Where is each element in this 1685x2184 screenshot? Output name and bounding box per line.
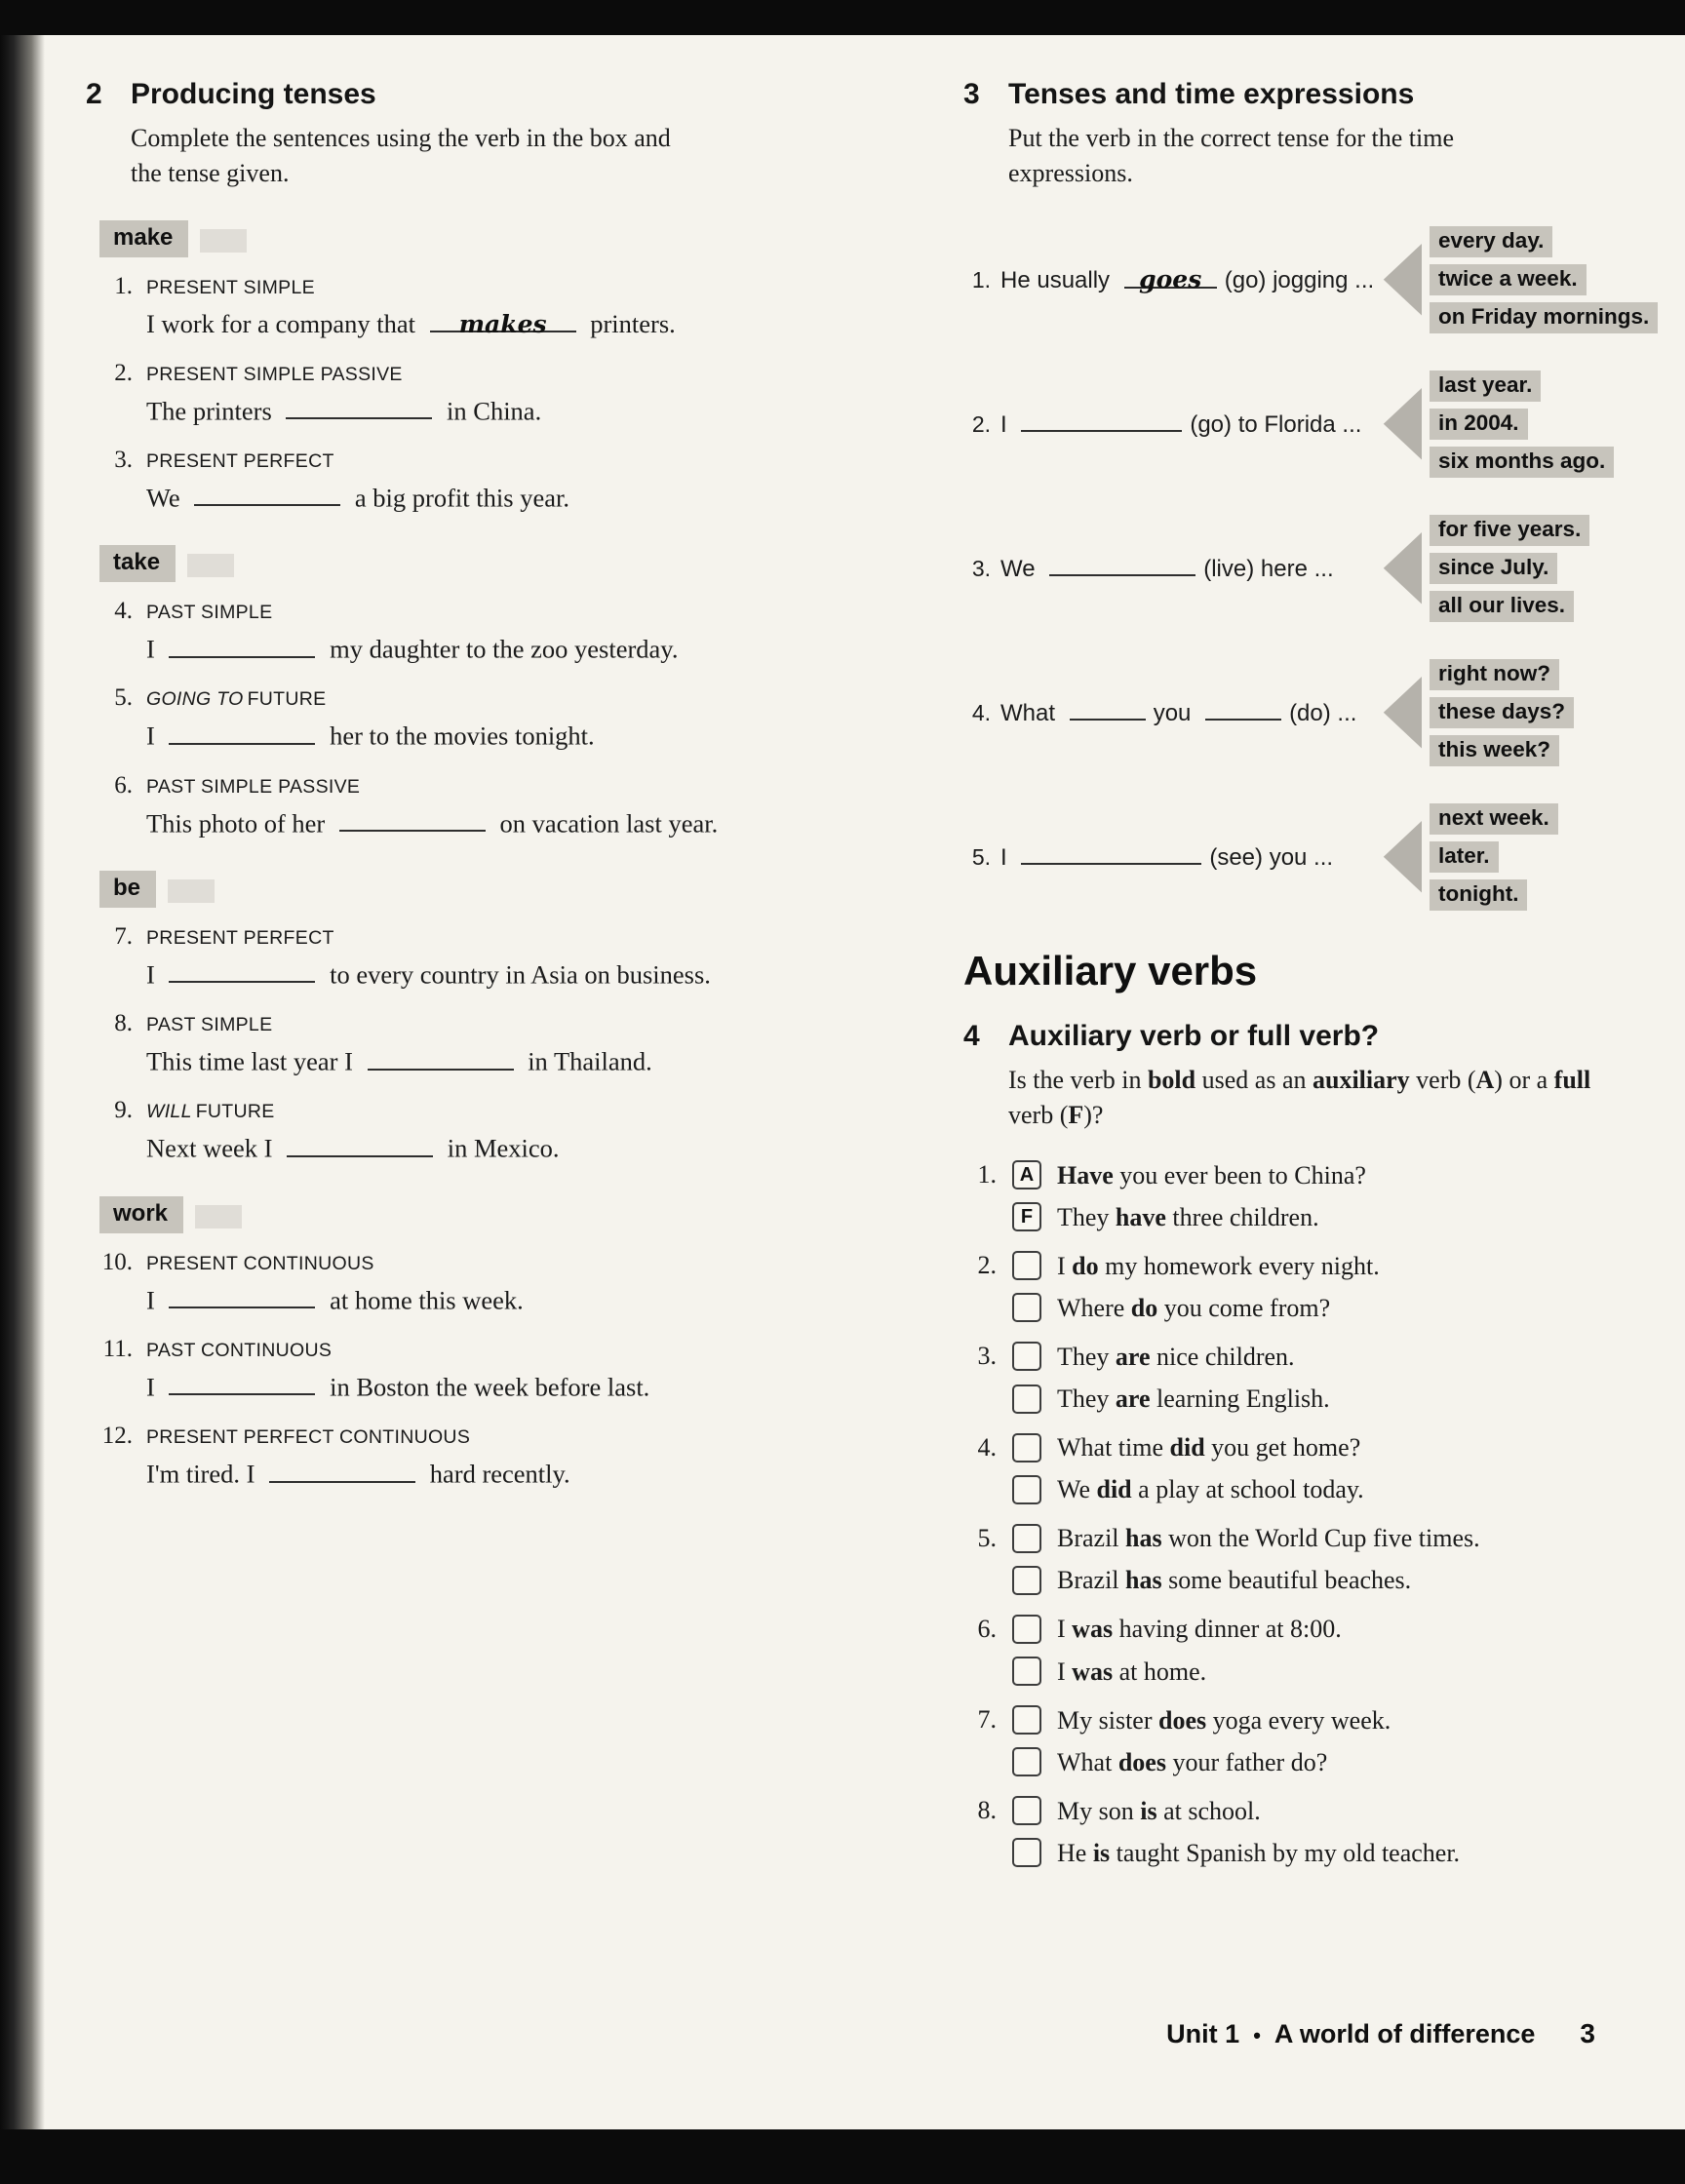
bold-verb: did [1169, 1433, 1205, 1462]
item-number: 11. [102, 1335, 133, 1362]
exercise4-item [963, 1612, 1662, 1688]
arrow-left-icon [1383, 529, 1422, 607]
answer-checkbox [1012, 1796, 1041, 1825]
tense-row [86, 447, 932, 474]
time-expression: in 2004. [1430, 409, 1528, 440]
exercise3-item [963, 515, 1662, 622]
tense-row [86, 923, 932, 951]
item-number: 4. [114, 598, 133, 625]
answer-blank [430, 307, 576, 338]
tense-row [86, 684, 932, 712]
sentence: I at home this week. [146, 1283, 932, 1318]
answer-checkbox [1012, 1342, 1041, 1371]
arrow-left-icon [1383, 818, 1422, 896]
bold-verb: have [1115, 1202, 1166, 1231]
sentence: I work for a company that makes printers. [146, 308, 676, 338]
item-number: 5. [114, 684, 133, 712]
answer-checkbox [1012, 1747, 1041, 1776]
bold-verb: is [1092, 1838, 1111, 1867]
tense-label: PRESENT PERFECT [146, 926, 334, 949]
sentence: The printers in China. [146, 394, 932, 429]
item-number: 2. [977, 1251, 997, 1280]
time-expressions [1430, 803, 1662, 911]
exercise4-item [963, 1340, 1662, 1416]
exercise4-item [963, 1703, 1662, 1779]
time-expression: on Friday mornings. [1430, 302, 1658, 333]
answer-blank [1070, 697, 1146, 721]
sentence: This photo of her on vacation last year. [146, 806, 932, 841]
exercise4-line [963, 1703, 1662, 1737]
tense-label: PRESENT PERFECT CONTINUOUS [146, 1426, 471, 1449]
ex3-sentence-area [963, 697, 1383, 727]
item-number: 4. [971, 700, 991, 726]
time-expressions [1430, 515, 1662, 622]
text: Is the verb in [1008, 1065, 1148, 1094]
bold-verb: does [1158, 1705, 1207, 1735]
highlight-smudge [168, 879, 215, 903]
bold-verb: are [1115, 1342, 1151, 1371]
footer-unit-label: Unit 1 [1166, 2019, 1240, 2048]
item-number: 12. [101, 1423, 133, 1450]
sentence: Brazil has won the World Cup five times. [1057, 1524, 1480, 1553]
sentence: We (live) here ... [1000, 553, 1334, 583]
bold-verb: Have [1057, 1160, 1114, 1190]
time-expression: this week? [1430, 735, 1559, 766]
tense-label: WILL FUTURE [146, 1101, 275, 1123]
answer-checkbox [1012, 1202, 1041, 1231]
exercise2-groups [86, 220, 932, 1493]
exercise2-instructions: Complete the sentences using the verb in the box and the tense given. [131, 124, 671, 187]
sentence: My sister does yoga every week. [1057, 1705, 1391, 1735]
answer-blank [169, 1283, 315, 1309]
scan-edge-top [0, 0, 1685, 35]
scan-edge-bottom [0, 2129, 1685, 2184]
item-number: 7. [114, 922, 133, 950]
exercise4-item [963, 1794, 1662, 1870]
item-number: 1. [114, 272, 133, 299]
answer-blank [1124, 264, 1217, 293]
exercise2-item [86, 447, 932, 516]
answer-blank [1049, 553, 1195, 576]
sentence: What time did you get home? [1057, 1433, 1361, 1462]
answer-checkbox [1012, 1838, 1041, 1867]
exercise4-line [963, 1745, 1662, 1779]
sentence: I was having dinner at 8:00. [1057, 1615, 1342, 1644]
arrow-left-icon [1383, 385, 1422, 463]
item-number: 7. [977, 1705, 997, 1735]
tense-label: PAST CONTINUOUS [146, 1339, 333, 1361]
tense-row [86, 772, 932, 800]
exercise3-title: Tenses and time expressions [1008, 78, 1415, 110]
answer-blank [169, 632, 315, 658]
exercise3-item [963, 803, 1662, 911]
exercise2-item [86, 684, 932, 754]
bold-verb: has [1125, 1566, 1162, 1595]
sentence: He is taught Spanish by my old teacher. [1057, 1838, 1461, 1867]
exercise4-line [963, 1291, 1662, 1325]
sentence: I was at home. [1057, 1657, 1207, 1686]
scan-edge-left [0, 0, 45, 2184]
page-footer [1166, 2018, 1595, 2049]
item-number: 1. [971, 266, 991, 292]
arrow-left-icon [1383, 674, 1422, 752]
text: used as an [1195, 1065, 1313, 1094]
tense-label: PRESENT CONTINUOUS [146, 1252, 374, 1274]
bold-verb: did [1096, 1475, 1132, 1504]
exercise4-line [963, 1430, 1662, 1464]
answer-blank [1021, 409, 1182, 432]
sentence: I my daughter to the zoo yesterday. [146, 632, 932, 667]
sentence: I (see) you ... [1000, 841, 1333, 872]
text: )? [1083, 1100, 1104, 1129]
bold-verb: do [1072, 1251, 1099, 1280]
answer-blank [169, 957, 315, 984]
exercise4-line [963, 1382, 1662, 1416]
sentence: I to every country in Asia on business. [146, 957, 932, 993]
time-expressions [1430, 370, 1662, 478]
auxiliary-verbs-heading: Auxiliary verbs [963, 947, 1258, 994]
footer-unit-title: A world of difference [1274, 2019, 1536, 2048]
exercise2-item [86, 1336, 932, 1405]
tense-row [86, 1097, 932, 1124]
sentence: We did a play at school today. [1057, 1475, 1364, 1504]
answer-blank [1021, 841, 1201, 865]
tense-row [86, 1336, 932, 1363]
time-expression: twice a week. [1430, 264, 1587, 295]
ex3-sentence-area [963, 409, 1383, 439]
exercise2-item [86, 360, 932, 429]
exercise4-line [963, 1521, 1662, 1555]
exercise4-line [963, 1472, 1662, 1506]
time-expression: six months ago. [1430, 447, 1614, 478]
sentence: They have three children. [1057, 1202, 1319, 1231]
footer-bullet: • [1253, 2023, 1261, 2048]
highlight-smudge [200, 229, 247, 253]
answer-checkbox [1012, 1566, 1041, 1595]
time-expression: tonight. [1430, 879, 1527, 911]
answer-letter: F [1020, 1205, 1034, 1228]
tense-label: PAST SIMPLE PASSIVE [146, 775, 361, 798]
answer-blank [368, 1044, 514, 1071]
sentence: What you (do) ... [1000, 697, 1356, 727]
bold-text: F [1068, 1100, 1084, 1129]
time-expression: all our lives. [1430, 591, 1574, 622]
item-number: 8. [977, 1796, 997, 1825]
sentence: Have you ever been to China? [1057, 1160, 1366, 1190]
text: verb ( [1409, 1065, 1476, 1094]
bold-text: A [1475, 1065, 1495, 1094]
exercise4-title: Auxiliary verb or full verb? [1008, 1019, 1380, 1052]
item-number: 5. [971, 844, 991, 871]
exercise4-item [963, 1249, 1662, 1325]
answer-blank [339, 806, 486, 833]
tense-italic-part: GOING TO [146, 688, 244, 711]
item-number: 6. [977, 1614, 997, 1643]
sentence: They are nice children. [1057, 1342, 1295, 1371]
answer-checkbox [1012, 1160, 1041, 1190]
tense-row [86, 1249, 932, 1276]
bold-verb: are [1115, 1384, 1151, 1413]
exercise2-number: 2 [86, 78, 102, 110]
item-number: 10. [101, 1248, 133, 1275]
sentence: He usually goes (go) jogging ... [1000, 264, 1375, 293]
exercise4-line [963, 1836, 1662, 1870]
handwritten-answer: goes [1139, 264, 1202, 293]
sentence: This time last year I in Thailand. [146, 1044, 932, 1079]
sentence: Where do you come from? [1057, 1293, 1331, 1322]
sentence: Brazil has some beautiful beaches. [1057, 1566, 1412, 1595]
left-column [86, 78, 932, 1509]
item-number: 3. [114, 446, 133, 473]
exercise4-number: 4 [963, 1019, 980, 1052]
tense-label: PRESENT SIMPLE [146, 276, 315, 298]
exercise2-item [86, 923, 932, 993]
sentence: What does your father do? [1057, 1747, 1328, 1776]
text: ) or a [1494, 1065, 1554, 1094]
bold-text: full [1553, 1065, 1591, 1094]
time-expression: every day. [1430, 226, 1552, 257]
tense-row [86, 273, 932, 300]
answer-blank [287, 1131, 433, 1157]
item-number: 1. [977, 1160, 997, 1190]
answer-checkbox [1012, 1384, 1041, 1414]
sentence: They are learning English. [1057, 1384, 1330, 1413]
time-expression: right now? [1430, 659, 1559, 690]
sentence: I her to the movies tonight. [146, 719, 932, 754]
exercise3-item [963, 370, 1662, 478]
ex3-sentence-area [963, 553, 1383, 583]
text: verb ( [1008, 1100, 1069, 1129]
sentence: I do my homework every night. [1057, 1251, 1380, 1280]
exercise4-item [963, 1158, 1662, 1234]
bold-verb: was [1072, 1657, 1114, 1686]
verb-box-row [99, 871, 932, 908]
item-number: 8. [114, 1010, 133, 1037]
time-expressions [1430, 659, 1662, 766]
exercise2-item [86, 1423, 932, 1492]
item-number: 9. [114, 1097, 133, 1124]
answer-blank [286, 394, 432, 420]
sentence: We a big profit this year. [146, 481, 932, 516]
tense-label: PAST SIMPLE [146, 602, 273, 624]
exercise3-item [963, 659, 1662, 766]
item-number: 4. [977, 1432, 997, 1462]
answer-checkbox [1012, 1475, 1041, 1504]
exercise4-line [963, 1200, 1662, 1234]
exercise4-line [963, 1655, 1662, 1689]
item-number: 2. [971, 411, 991, 438]
time-expressions [1430, 226, 1662, 333]
exercise4-line [963, 1340, 1662, 1374]
sentence: My son is at school. [1057, 1796, 1261, 1825]
bold-verb: is [1140, 1796, 1157, 1825]
sentence: Next week I in Mexico. [146, 1131, 932, 1166]
ex3-sentence-area [963, 841, 1383, 872]
bold-verb: does [1117, 1747, 1166, 1776]
arrow-left-icon [1383, 241, 1422, 319]
tense-row [86, 1010, 932, 1037]
exercise2-heading [86, 78, 932, 111]
verb-box-row [99, 1196, 932, 1233]
exercise2-item [86, 772, 932, 841]
exercise2-item [86, 273, 932, 342]
item-number: 3. [971, 556, 991, 582]
answer-checkbox [1012, 1615, 1041, 1644]
exercise4-line [963, 1158, 1662, 1192]
verb-box-label: work [99, 1196, 183, 1233]
page-number: 3 [1580, 2018, 1595, 2048]
bold-verb: has [1125, 1524, 1162, 1553]
exercise3-number: 3 [963, 78, 980, 110]
bold-verb: do [1130, 1293, 1158, 1322]
answer-blank [194, 481, 340, 507]
sentence: I (go) to Florida ... [1000, 409, 1361, 439]
time-expression: later. [1430, 841, 1499, 873]
exercise4-item [963, 1521, 1662, 1597]
answer-blank [1205, 697, 1281, 721]
bold-text: auxiliary [1312, 1065, 1410, 1094]
tense-label: GOING TO FUTURE [146, 688, 327, 711]
tense-row [86, 360, 932, 387]
exercise2-title: Producing tenses [131, 78, 376, 110]
answer-letter: A [1019, 1163, 1035, 1186]
sentence: I'm tired. I hard recently. [146, 1457, 932, 1492]
exercise4-line [963, 1794, 1662, 1828]
exercise3-items [963, 226, 1662, 911]
sentence: I in Boston the week before last. [146, 1370, 932, 1405]
time-expression: next week. [1430, 803, 1558, 835]
right-column [963, 78, 1662, 1885]
handwritten-answer: makes [458, 309, 547, 338]
verb-box-row [99, 220, 932, 257]
exercise2-item [86, 1010, 932, 1079]
verb-box-label: be [99, 871, 156, 908]
item-number: 5. [977, 1523, 997, 1552]
ex3-sentence-area [963, 265, 1383, 294]
answer-blank [269, 1457, 415, 1483]
exercise4-heading [963, 1020, 1662, 1053]
verb-box-label: make [99, 220, 188, 257]
answer-blank [169, 1370, 315, 1396]
tense-italic-part: WILL [146, 1101, 192, 1123]
exercise4-item [963, 1430, 1662, 1506]
exercise3-instructions: Put the verb in the correct tense for the time expressions. [1008, 124, 1455, 187]
item-number: 2. [114, 359, 133, 386]
exercise3-item [963, 226, 1662, 333]
answer-checkbox [1012, 1433, 1041, 1462]
answer-blank [169, 719, 315, 745]
item-number: 3. [977, 1342, 997, 1371]
time-expression: for five years. [1430, 515, 1589, 546]
verb-box-row [99, 545, 932, 582]
item-number: 6. [114, 771, 133, 799]
tense-row [86, 598, 932, 625]
time-expression: since July. [1430, 553, 1557, 584]
bold-verb: was [1072, 1615, 1114, 1644]
highlight-smudge [195, 1205, 242, 1228]
exercise4-line [963, 1612, 1662, 1646]
verb-box-label: take [99, 545, 176, 582]
exercise4-line [963, 1563, 1662, 1597]
exercise2-item [86, 598, 932, 667]
exercise2-item [86, 1249, 932, 1318]
time-expression: last year. [1430, 370, 1541, 402]
exercise3-heading [963, 78, 1662, 111]
answer-checkbox [1012, 1293, 1041, 1322]
answer-checkbox [1012, 1705, 1041, 1735]
exercise2-item [86, 1097, 932, 1166]
answer-checkbox [1012, 1251, 1041, 1280]
bold-text: bold [1147, 1065, 1196, 1094]
tense-label: PRESENT PERFECT [146, 449, 334, 472]
answer-checkbox [1012, 1524, 1041, 1553]
exercise4-instructions [1008, 1063, 1618, 1133]
tense-row [86, 1423, 932, 1450]
exercise4-items [963, 1158, 1662, 1871]
time-expression: these days? [1430, 697, 1574, 728]
answer-checkbox [1012, 1657, 1041, 1686]
tense-label: PRESENT SIMPLE PASSIVE [146, 363, 403, 385]
tense-label: PAST SIMPLE [146, 1014, 273, 1036]
exercise4-line [963, 1249, 1662, 1283]
highlight-smudge [187, 554, 234, 577]
